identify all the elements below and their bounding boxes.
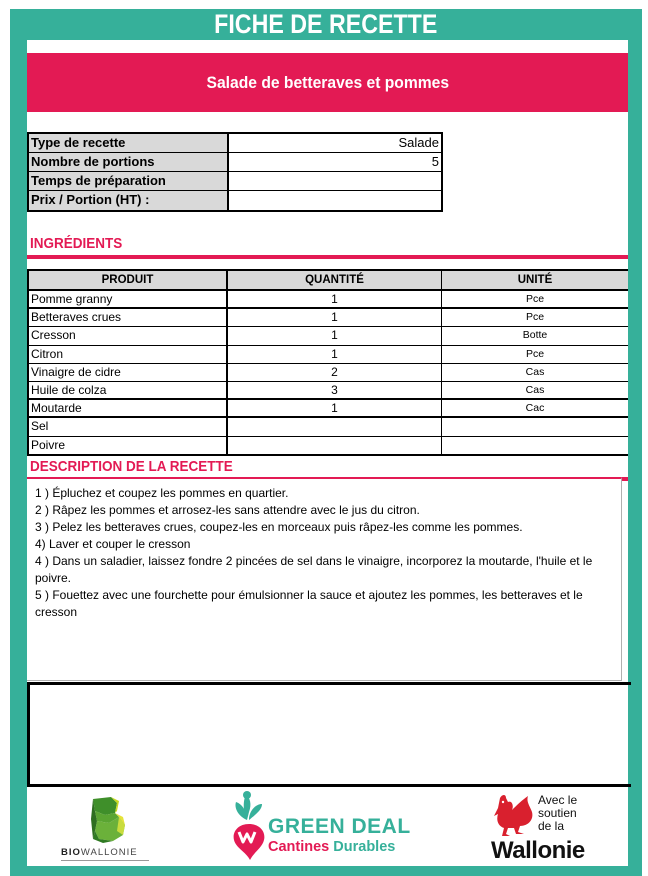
- table-row: [29, 437, 628, 455]
- ingredients-heading: [30, 235, 133, 252]
- cell-quantity[interactable]: [228, 418, 442, 435]
- step-2: 2 ) Râpez les pommes et arrosez-les sans attendre avec le jus du citron.: [35, 503, 420, 517]
- cell-product[interactable]: Pomme granny: [29, 291, 228, 307]
- table-row: [29, 382, 628, 400]
- cell-product[interactable]: Sel: [29, 418, 228, 435]
- column-header-product: PRODUIT: [29, 271, 228, 289]
- green-deal-subtitle-teal: Durables: [333, 839, 396, 855]
- biowallonie-underline: [61, 860, 149, 861]
- info-value-prep-time[interactable]: [229, 172, 441, 190]
- info-row-price: [29, 191, 441, 210]
- rooster-icon: [490, 792, 536, 838]
- recipe-name[interactable]: Salade de betteraves et pommes: [206, 73, 449, 92]
- recipe-name-banner: [27, 53, 628, 112]
- cell-unit[interactable]: Pce: [525, 293, 545, 305]
- cell-quantity[interactable]: 1: [228, 291, 442, 307]
- info-label: Temps de préparation: [29, 172, 229, 190]
- green-deal-logo: [228, 790, 428, 862]
- table-row: [29, 418, 628, 436]
- cell-product[interactable]: Betteraves crues: [29, 309, 228, 326]
- cell-unit[interactable]: Pce: [525, 347, 545, 360]
- table-row: [29, 309, 628, 327]
- cell-unit[interactable]: [442, 437, 628, 455]
- cell-product[interactable]: Moutarde: [29, 400, 228, 416]
- page-title-text: FICHE DE RECETTE: [214, 9, 438, 39]
- ingredients-table: [27, 269, 628, 456]
- cell-quantity[interactable]: 3: [228, 382, 442, 398]
- recipe-info-table: [27, 132, 443, 212]
- cell-unit[interactable]: Cas: [525, 383, 545, 396]
- cell-unit[interactable]: Cac: [525, 402, 545, 415]
- biowallonie-b-icon: [89, 797, 129, 843]
- biowallonie-text-bold: BIO: [61, 847, 81, 858]
- green-deal-subtitle-red: Cantines: [268, 839, 330, 855]
- green-deal-title: GREEN DEAL: [268, 815, 411, 838]
- cell-product[interactable]: Huile de colza: [29, 382, 228, 398]
- radish-icon: [230, 790, 268, 860]
- wallonie-support-line-1: Avec le: [538, 793, 578, 807]
- step-5: 5 ) Fouettez avec une fourchette pour émulsionner la sauce et ajoutez les pommes, les betteraves et le cresson: [35, 588, 583, 619]
- info-label: Prix / Portion (HT) :: [29, 191, 229, 210]
- cell-quantity[interactable]: [228, 437, 442, 455]
- green-deal-subtitle: [268, 839, 395, 855]
- step-4a: 4) Laver et couper le cresson: [35, 537, 191, 551]
- table-row: [29, 400, 628, 418]
- description-heading-text: DESCRIPTION DE LA RECETTE: [30, 458, 233, 475]
- wallonie-support-text: [538, 794, 577, 833]
- info-label: Type de recette: [29, 134, 229, 152]
- cell-quantity[interactable]: 1: [228, 327, 442, 344]
- cell-unit[interactable]: Botte: [522, 329, 548, 342]
- wallonie-support-line-3: de la: [538, 819, 565, 833]
- table-row: [29, 346, 628, 364]
- cell-quantity[interactable]: 1: [228, 400, 442, 416]
- table-row: [29, 291, 628, 309]
- table-row: [29, 327, 628, 345]
- ingredients-divider: [27, 255, 628, 259]
- cell-product[interactable]: Poivre: [29, 437, 228, 455]
- info-value-price[interactable]: [229, 191, 441, 210]
- step-3: 3 ) Pelez les betteraves crues, coupez-les en morceaux puis râpez-les comme les pommes.: [35, 520, 523, 534]
- column-header-unit: UNITÉ: [517, 274, 553, 286]
- wallonie-support-line-2: soutien: [538, 806, 577, 820]
- biowallonie-logo: [55, 792, 155, 862]
- ingredients-heading-text: INGRÉDIENTS: [30, 235, 123, 252]
- page-title: [10, 9, 642, 40]
- biowallonie-text: [61, 847, 138, 858]
- description-corner-marker: [622, 477, 628, 481]
- description-heading: [30, 458, 255, 475]
- biowallonie-text-rest: WALLONIE: [80, 847, 138, 858]
- notes-box[interactable]: [27, 682, 631, 787]
- description-textbox[interactable]: [27, 477, 622, 681]
- cell-unit[interactable]: [442, 418, 628, 435]
- wallonie-wordmark: Wallonie: [491, 837, 585, 864]
- cell-product[interactable]: Citron: [29, 346, 228, 363]
- info-row-portions: [29, 153, 441, 172]
- cell-quantity[interactable]: 1: [228, 309, 442, 326]
- cell-quantity[interactable]: 1: [228, 346, 442, 363]
- cell-unit[interactable]: Pce: [525, 311, 545, 324]
- step-4b: 4 ) Dans un saladier, laissez fondre 2 pincées de sel dans le vinaigre, incorporez la moutarde, l'huile et le poivre.: [35, 554, 593, 585]
- info-row-prep-time: [29, 172, 441, 191]
- wallonie-logo: [488, 790, 608, 864]
- info-value-type[interactable]: Salade: [398, 135, 439, 150]
- info-row-type: [29, 134, 441, 153]
- cell-unit[interactable]: Cas: [525, 365, 545, 378]
- info-value-portions[interactable]: 5: [431, 154, 439, 169]
- step-1: 1 ) Épluchez et coupez les pommes en quartier.: [35, 486, 289, 500]
- table-row: [29, 364, 628, 382]
- info-label: Nombre de portions: [29, 153, 229, 171]
- cell-quantity[interactable]: 2: [228, 364, 442, 381]
- cell-product[interactable]: Cresson: [29, 327, 228, 344]
- cell-product[interactable]: Vinaigre de cidre: [29, 364, 228, 381]
- column-header-quantity: QUANTITÉ: [228, 271, 442, 289]
- ingredients-header-row: [29, 271, 628, 291]
